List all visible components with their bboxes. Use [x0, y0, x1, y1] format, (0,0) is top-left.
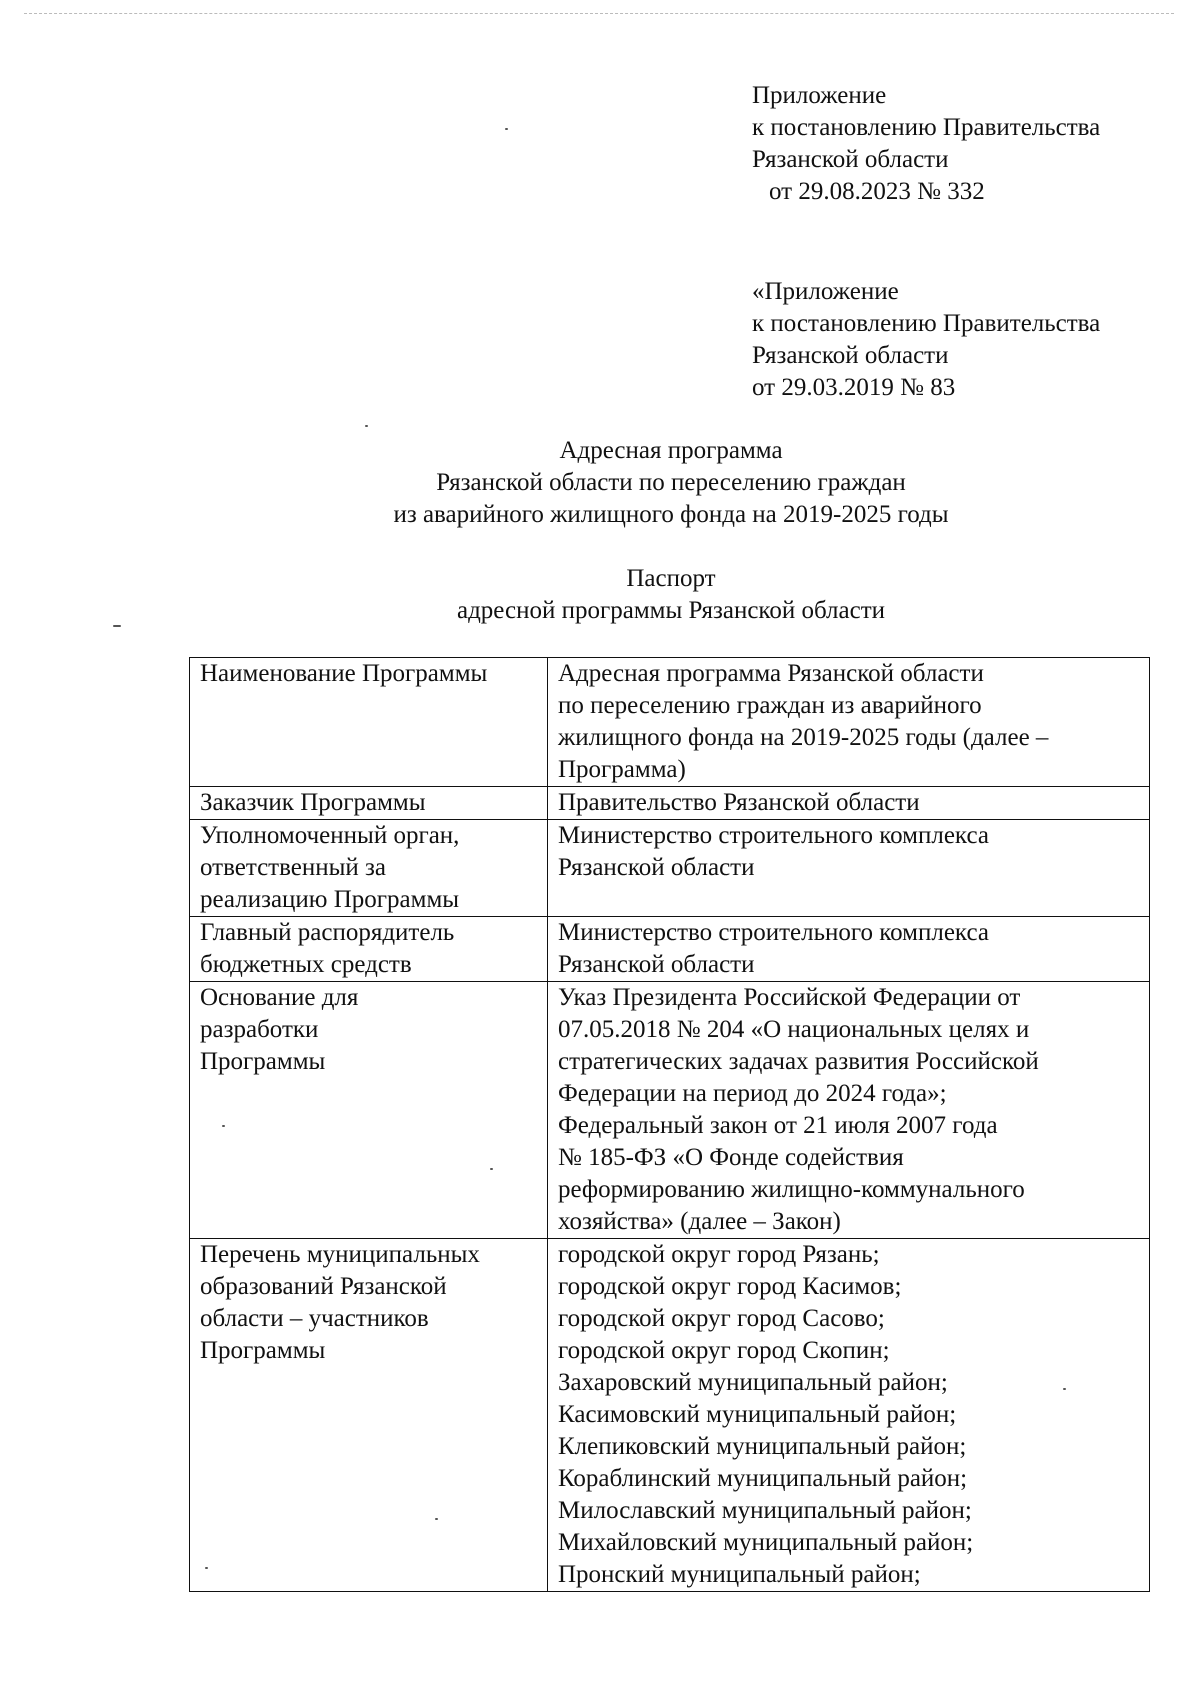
passport-row-value-line: Федеральный закон от 21 июля 2007 года [558, 1112, 998, 1139]
passport-row-value-line: Михайловский муниципальный район; [558, 1529, 974, 1556]
passport-row-value-line: Адресная программа Рязанской области [558, 660, 984, 687]
program-title-line: Адресная программа [559, 437, 783, 464]
original-appendix-header [752, 276, 1192, 404]
scan-speck [205, 1567, 208, 1569]
appendix-line: к постановлению Правительства [752, 114, 1101, 141]
passport-row-label [190, 787, 548, 820]
passport-row-value-line: Министерство строительного комплекса [558, 919, 989, 946]
scan-speck [505, 128, 508, 130]
passport-row-value-line: реформированию жилищно-коммунального [558, 1176, 1025, 1203]
passport-row-value-line: 07.05.2018 № 204 «О национальных целях и [558, 1016, 1030, 1043]
passport-row-label-line: Перечень муниципальных [200, 1241, 480, 1268]
passport-row-value-line: хозяйства» (далее – Закон) [558, 1208, 841, 1235]
program-title-line: из аварийного жилищного фонда на 2019-2025 годы [393, 501, 949, 528]
passport-row [190, 658, 1150, 787]
passport-row-label [190, 820, 548, 917]
passport-row-value-line: городской округ город Сасово; [558, 1305, 885, 1332]
appendix-header [752, 80, 1192, 208]
passport-row-label-line: Главный распорядитель [200, 919, 455, 946]
passport-row-label-line: разработки [200, 1016, 319, 1043]
passport-row-value-line: Рязанской области [558, 951, 755, 978]
passport-row-value [548, 917, 1150, 982]
passport-row-value-line: Федерации на период до 2024 года»; [558, 1080, 947, 1107]
passport-row-label-line: Наименование Программы [200, 660, 488, 687]
passport-row-value-line: Захаровский муниципальный район; [558, 1369, 948, 1396]
passport-row-value-line: Министерство строительного комплекса [558, 822, 989, 849]
passport-row-value [548, 820, 1150, 917]
scan-speck [222, 1125, 225, 1127]
passport-row-label-line: ответственный за [200, 854, 387, 881]
original-appendix-line: «Приложение [752, 278, 899, 305]
passport-row-value-line: Программа) [558, 756, 686, 783]
scan-speck [113, 625, 121, 627]
passport-row-label-line: Уполномоченный орган, [200, 822, 460, 849]
passport-row-value-line: стратегических задачах развития Российской [558, 1048, 1039, 1075]
passport-row-label [190, 982, 548, 1239]
scan-speck [490, 1168, 493, 1170]
passport-row-value-line: по переселению граждан из аварийного [558, 692, 982, 719]
passport-title-line: адресной программы Рязанской области [456, 597, 886, 624]
program-title [0, 435, 1200, 531]
passport-row-value-line: № 185-ФЗ «О Фонде содействия [558, 1144, 904, 1171]
passport-row-value-line: Милославский муниципальный район; [558, 1497, 972, 1524]
scan-speck [365, 425, 368, 427]
page-top-edge [24, 13, 1174, 14]
passport-table [189, 657, 1150, 1592]
passport-title [0, 563, 1200, 627]
passport-row-label-line: реализацию Программы [200, 886, 460, 913]
program-title-line: Рязанской области по переселению граждан [436, 469, 906, 496]
passport-row-label [190, 917, 548, 982]
scan-speck [1063, 1388, 1066, 1390]
passport-row-value [548, 787, 1150, 820]
passport-row-value [548, 1239, 1150, 1592]
original-appendix-line: к постановлению Правительства [752, 310, 1101, 337]
passport-row [190, 787, 1150, 820]
passport-row [190, 820, 1150, 917]
passport-row-value-line: Рязанской области [558, 854, 755, 881]
passport-row-value-line: Касимовский муниципальный район; [558, 1401, 957, 1428]
passport-row-label-line: Основание для [200, 984, 359, 1011]
passport-row-value [548, 658, 1150, 787]
passport-row-value-line: городской округ город Скопин; [558, 1337, 890, 1364]
appendix-date-line: от 29.08.2023 № 332 [769, 178, 985, 205]
original-appendix-date-line: от 29.03.2019 № 83 [752, 374, 956, 401]
passport-table-body [190, 658, 1150, 1592]
passport-row-value-line: Указ Президента Российской Федерации от [558, 984, 1021, 1011]
passport-row-value-line: Правительство Рязанской области [558, 789, 920, 816]
passport-row-value-line: Клепиковский муниципальный район; [558, 1433, 967, 1460]
passport-row [190, 982, 1150, 1239]
passport-row-value [548, 982, 1150, 1239]
passport-row-label-line: области – участников [200, 1305, 429, 1332]
scan-speck [435, 1518, 438, 1520]
passport-row-label-line: бюджетных средств [200, 951, 412, 978]
appendix-line: Приложение [752, 82, 887, 109]
passport-row-label-line: образований Рязанской [200, 1273, 447, 1300]
appendix-line: Рязанской области [752, 146, 949, 173]
passport-title-line: Паспорт [626, 565, 716, 592]
passport-row-value-line: Кораблинский муниципальный район; [558, 1465, 968, 1492]
passport-row-label [190, 658, 548, 787]
passport-row-label-line: Заказчик Программы [200, 789, 426, 816]
original-appendix-line: Рязанской области [752, 342, 949, 369]
passport-row-label-line: Программы [200, 1048, 326, 1075]
passport-row-value-line: городской округ город Рязань; [558, 1241, 880, 1268]
passport-row-label [190, 1239, 548, 1592]
passport-row-value-line: городской округ город Касимов; [558, 1273, 902, 1300]
passport-row-value-line: Пронский муниципальный район; [558, 1561, 921, 1588]
passport-row [190, 1239, 1150, 1592]
passport-row [190, 917, 1150, 982]
passport-row-label-line: Программы [200, 1337, 326, 1364]
passport-row-value-line: жилищного фонда на 2019-2025 годы (далее – [558, 724, 1049, 751]
